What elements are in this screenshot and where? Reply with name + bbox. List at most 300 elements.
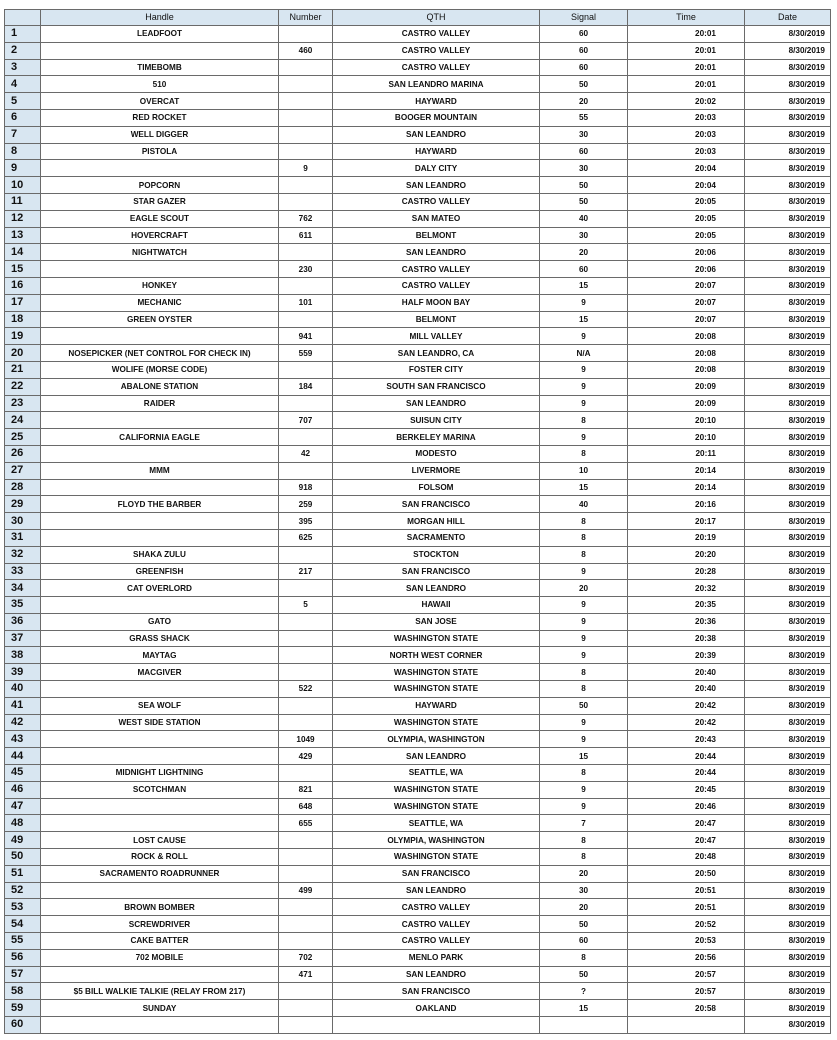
number-cell xyxy=(279,849,333,866)
handle-cell: LEADFOOT xyxy=(41,26,279,43)
signal-cell: 15 xyxy=(540,311,628,328)
time-cell: 20:42 xyxy=(628,714,745,731)
row-index-cell: 45 xyxy=(5,765,41,782)
signal-cell: ? xyxy=(540,983,628,1000)
table-row xyxy=(5,681,831,698)
number-cell xyxy=(279,1017,333,1034)
time-cell: 20:40 xyxy=(628,681,745,698)
date-cell: 8/30/2019 xyxy=(745,59,831,76)
number-cell xyxy=(279,832,333,849)
handle-cell: GRASS SHACK xyxy=(41,630,279,647)
time-cell: 20:14 xyxy=(628,479,745,496)
handle-cell: HOVERCRAFT xyxy=(41,227,279,244)
date-cell: 8/30/2019 xyxy=(745,26,831,43)
table-row xyxy=(5,1000,831,1017)
date-cell: 8/30/2019 xyxy=(745,798,831,815)
signal-cell: 60 xyxy=(540,261,628,278)
signal-cell: 30 xyxy=(540,160,628,177)
number-cell: 9 xyxy=(279,160,333,177)
handle-cell xyxy=(41,445,279,462)
date-cell: 8/30/2019 xyxy=(745,496,831,513)
qth-cell: WASHINGTON STATE xyxy=(333,798,540,815)
row-index-cell: 34 xyxy=(5,580,41,597)
date-cell: 8/30/2019 xyxy=(745,983,831,1000)
date-cell: 8/30/2019 xyxy=(745,882,831,899)
qth-cell: STOCKTON xyxy=(333,546,540,563)
handle-cell: MIDNIGHT LIGHTNING xyxy=(41,765,279,782)
signal-cell: 20 xyxy=(540,865,628,882)
number-cell xyxy=(279,177,333,194)
handle-cell: FLOYD THE BARBER xyxy=(41,496,279,513)
date-cell: 8/30/2019 xyxy=(745,177,831,194)
time-cell: 20:01 xyxy=(628,42,745,59)
signal-cell: 8 xyxy=(540,765,628,782)
handle-cell: NOSEPICKER (NET CONTROL FOR CHECK IN) xyxy=(41,345,279,362)
table-row xyxy=(5,210,831,227)
signal-cell: 8 xyxy=(540,546,628,563)
time-cell: 20:50 xyxy=(628,865,745,882)
table-row xyxy=(5,647,831,664)
signal-cell: 9 xyxy=(540,378,628,395)
number-cell: 217 xyxy=(279,563,333,580)
qth-cell: WASHINGTON STATE xyxy=(333,681,540,698)
date-cell: 8/30/2019 xyxy=(745,563,831,580)
number-cell: 101 xyxy=(279,294,333,311)
handle-cell: NIGHTWATCH xyxy=(41,244,279,261)
number-cell xyxy=(279,361,333,378)
time-cell: 20:08 xyxy=(628,345,745,362)
handle-cell xyxy=(41,882,279,899)
time-cell: 20:02 xyxy=(628,93,745,110)
time-cell: 20:35 xyxy=(628,597,745,614)
date-cell: 8/30/2019 xyxy=(745,630,831,647)
qth-cell: MORGAN HILL xyxy=(333,513,540,530)
qth-cell: SEATTLE, WA xyxy=(333,815,540,832)
signal-cell: 20 xyxy=(540,899,628,916)
time-cell: 20:38 xyxy=(628,630,745,647)
qth-cell: SAN LEANDRO xyxy=(333,395,540,412)
handle-cell: $5 BILL WALKIE TALKIE (RELAY FROM 217) xyxy=(41,983,279,1000)
row-index-cell: 17 xyxy=(5,294,41,311)
qth-cell: HALF MOON BAY xyxy=(333,294,540,311)
signal-cell: 9 xyxy=(540,731,628,748)
time-cell: 20:03 xyxy=(628,126,745,143)
time-cell: 20:01 xyxy=(628,26,745,43)
time-cell: 20:05 xyxy=(628,193,745,210)
date-cell: 8/30/2019 xyxy=(745,345,831,362)
date-cell: 8/30/2019 xyxy=(745,311,831,328)
table-row xyxy=(5,277,831,294)
handle-cell: OVERCAT xyxy=(41,93,279,110)
qth-cell: BELMONT xyxy=(333,311,540,328)
number-cell xyxy=(279,462,333,479)
date-cell: 8/30/2019 xyxy=(745,546,831,563)
table-row xyxy=(5,395,831,412)
signal-cell: 9 xyxy=(540,563,628,580)
table-row xyxy=(5,227,831,244)
date-cell: 8/30/2019 xyxy=(745,93,831,110)
qth-cell: CASTRO VALLEY xyxy=(333,277,540,294)
table-row xyxy=(5,378,831,395)
signal-cell: 50 xyxy=(540,966,628,983)
qth-cell: SAN LEANDRO xyxy=(333,126,540,143)
qth-cell: SAN LEANDRO xyxy=(333,882,540,899)
time-cell: 20:19 xyxy=(628,529,745,546)
handle-cell: PISTOLA xyxy=(41,143,279,160)
date-cell: 8/30/2019 xyxy=(745,361,831,378)
table-row xyxy=(5,345,831,362)
number-cell: 559 xyxy=(279,345,333,362)
date-cell: 8/30/2019 xyxy=(745,395,831,412)
time-cell: 20:48 xyxy=(628,849,745,866)
qth-cell: SAN LEANDRO xyxy=(333,177,540,194)
date-cell: 8/30/2019 xyxy=(745,210,831,227)
qth-cell: WASHINGTON STATE xyxy=(333,849,540,866)
number-cell xyxy=(279,765,333,782)
table-row xyxy=(5,916,831,933)
table-row xyxy=(5,429,831,446)
qth-cell: OLYMPIA, WASHINGTON xyxy=(333,832,540,849)
number-cell: 918 xyxy=(279,479,333,496)
handle-cell: HONKEY xyxy=(41,277,279,294)
number-cell xyxy=(279,76,333,93)
date-cell: 8/30/2019 xyxy=(745,513,831,530)
number-cell xyxy=(279,916,333,933)
date-cell: 8/30/2019 xyxy=(745,899,831,916)
time-cell: 20:03 xyxy=(628,143,745,160)
table-row xyxy=(5,177,831,194)
handle-cell: MAYTAG xyxy=(41,647,279,664)
row-index-cell: 49 xyxy=(5,832,41,849)
signal-cell: 15 xyxy=(540,479,628,496)
row-index-cell: 10 xyxy=(5,177,41,194)
signal-cell: 60 xyxy=(540,143,628,160)
row-index-cell: 30 xyxy=(5,513,41,530)
handle-cell: TIMEBOMB xyxy=(41,59,279,76)
number-cell: 522 xyxy=(279,681,333,698)
signal-cell: 40 xyxy=(540,210,628,227)
number-cell xyxy=(279,664,333,681)
qth-cell: SAN LEANDRO xyxy=(333,244,540,261)
table-row xyxy=(5,781,831,798)
check-in-table xyxy=(4,9,831,1034)
handle-cell xyxy=(41,681,279,698)
table-row xyxy=(5,933,831,950)
signal-cell: 9 xyxy=(540,294,628,311)
handle-cell: MMM xyxy=(41,462,279,479)
time-cell: 20:11 xyxy=(628,445,745,462)
row-index-cell: 21 xyxy=(5,361,41,378)
qth-cell: CASTRO VALLEY xyxy=(333,193,540,210)
row-index-cell: 6 xyxy=(5,109,41,126)
row-index-cell: 18 xyxy=(5,311,41,328)
time-cell: 20:08 xyxy=(628,328,745,345)
signal-cell: 8 xyxy=(540,681,628,698)
signal-cell: 15 xyxy=(540,1000,628,1017)
qth-cell: SAN LEANDRO xyxy=(333,966,540,983)
time-cell: 20:03 xyxy=(628,109,745,126)
date-cell: 8/30/2019 xyxy=(745,916,831,933)
handle-cell: MACGIVER xyxy=(41,664,279,681)
qth-cell: CASTRO VALLEY xyxy=(333,42,540,59)
header-date: Date xyxy=(745,10,831,26)
number-cell xyxy=(279,647,333,664)
table-row xyxy=(5,899,831,916)
signal-cell: 9 xyxy=(540,613,628,630)
signal-cell: 50 xyxy=(540,916,628,933)
number-cell xyxy=(279,59,333,76)
row-index-cell: 41 xyxy=(5,697,41,714)
signal-cell: 9 xyxy=(540,361,628,378)
date-cell: 8/30/2019 xyxy=(745,160,831,177)
time-cell: 20:57 xyxy=(628,966,745,983)
number-cell xyxy=(279,277,333,294)
date-cell: 8/30/2019 xyxy=(745,664,831,681)
table-row xyxy=(5,193,831,210)
row-index-cell: 51 xyxy=(5,865,41,882)
date-cell: 8/30/2019 xyxy=(745,277,831,294)
row-index-cell: 31 xyxy=(5,529,41,546)
signal-cell: 9 xyxy=(540,781,628,798)
time-cell: 20:04 xyxy=(628,177,745,194)
table-row xyxy=(5,748,831,765)
time-cell: 20:16 xyxy=(628,496,745,513)
number-cell: 707 xyxy=(279,412,333,429)
signal-cell: 9 xyxy=(540,630,628,647)
qth-cell: SUISUN CITY xyxy=(333,412,540,429)
handle-cell: SACRAMENTO ROADRUNNER xyxy=(41,865,279,882)
row-index-cell: 7 xyxy=(5,126,41,143)
time-cell: 20:40 xyxy=(628,664,745,681)
signal-cell: 10 xyxy=(540,462,628,479)
row-index-cell: 44 xyxy=(5,748,41,765)
table-row xyxy=(5,815,831,832)
row-index-cell: 24 xyxy=(5,412,41,429)
handle-cell: BROWN BOMBER xyxy=(41,899,279,916)
signal-cell: N/A xyxy=(540,345,628,362)
date-cell: 8/30/2019 xyxy=(745,109,831,126)
time-cell: 20:44 xyxy=(628,748,745,765)
table-row xyxy=(5,143,831,160)
qth-cell: BERKELEY MARINA xyxy=(333,429,540,446)
date-cell: 8/30/2019 xyxy=(745,580,831,597)
date-cell: 8/30/2019 xyxy=(745,781,831,798)
header-handle: Handle xyxy=(41,10,279,26)
number-cell xyxy=(279,899,333,916)
time-cell: 20:20 xyxy=(628,546,745,563)
header-qth: QTH xyxy=(333,10,540,26)
qth-cell: SAN JOSE xyxy=(333,613,540,630)
time-cell: 20:52 xyxy=(628,916,745,933)
signal-cell: 8 xyxy=(540,949,628,966)
number-cell: 702 xyxy=(279,949,333,966)
time-cell xyxy=(628,1017,745,1034)
qth-cell: DALY CITY xyxy=(333,160,540,177)
date-cell: 8/30/2019 xyxy=(745,378,831,395)
handle-cell: SUNDAY xyxy=(41,1000,279,1017)
qth-cell: FOSTER CITY xyxy=(333,361,540,378)
date-cell: 8/30/2019 xyxy=(745,966,831,983)
date-cell: 8/30/2019 xyxy=(745,1017,831,1034)
handle-cell: STAR GAZER xyxy=(41,193,279,210)
date-cell: 8/30/2019 xyxy=(745,765,831,782)
date-cell: 8/30/2019 xyxy=(745,244,831,261)
signal-cell xyxy=(540,1017,628,1034)
handle-cell: ABALONE STATION xyxy=(41,378,279,395)
table-row xyxy=(5,462,831,479)
time-cell: 20:32 xyxy=(628,580,745,597)
header-number: Number xyxy=(279,10,333,26)
table-row xyxy=(5,311,831,328)
date-cell: 8/30/2019 xyxy=(745,429,831,446)
handle-cell: SEA WOLF xyxy=(41,697,279,714)
time-cell: 20:07 xyxy=(628,294,745,311)
qth-cell: SAN LEANDRO xyxy=(333,748,540,765)
handle-cell xyxy=(41,513,279,530)
row-index-cell: 27 xyxy=(5,462,41,479)
signal-cell: 60 xyxy=(540,59,628,76)
row-index-cell: 11 xyxy=(5,193,41,210)
date-cell: 8/30/2019 xyxy=(745,832,831,849)
time-cell: 20:14 xyxy=(628,462,745,479)
handle-cell: RED ROCKET xyxy=(41,109,279,126)
row-index-cell: 46 xyxy=(5,781,41,798)
handle-cell xyxy=(41,798,279,815)
time-cell: 20:46 xyxy=(628,798,745,815)
signal-cell: 50 xyxy=(540,76,628,93)
table-row xyxy=(5,597,831,614)
qth-cell: LIVERMORE xyxy=(333,462,540,479)
row-index-cell: 37 xyxy=(5,630,41,647)
number-cell xyxy=(279,580,333,597)
row-index-cell: 8 xyxy=(5,143,41,160)
date-cell: 8/30/2019 xyxy=(745,462,831,479)
signal-cell: 20 xyxy=(540,244,628,261)
table-row xyxy=(5,126,831,143)
number-cell xyxy=(279,697,333,714)
number-cell xyxy=(279,395,333,412)
date-cell: 8/30/2019 xyxy=(745,731,831,748)
row-index-cell: 3 xyxy=(5,59,41,76)
qth-cell: CASTRO VALLEY xyxy=(333,59,540,76)
handle-cell: SCOTCHMAN xyxy=(41,781,279,798)
number-cell: 941 xyxy=(279,328,333,345)
row-index-cell: 48 xyxy=(5,815,41,832)
qth-cell: SAN FRANCISCO xyxy=(333,496,540,513)
qth-cell: SAN FRANCISCO xyxy=(333,865,540,882)
date-cell: 8/30/2019 xyxy=(745,949,831,966)
qth-cell: CASTRO VALLEY xyxy=(333,26,540,43)
table-row xyxy=(5,798,831,815)
signal-cell: 30 xyxy=(540,126,628,143)
date-cell: 8/30/2019 xyxy=(745,815,831,832)
date-cell: 8/30/2019 xyxy=(745,529,831,546)
header-signal: Signal xyxy=(540,10,628,26)
number-cell xyxy=(279,311,333,328)
row-index-cell: 9 xyxy=(5,160,41,177)
row-index-cell: 15 xyxy=(5,261,41,278)
qth-cell: SAN FRANCISCO xyxy=(333,983,540,1000)
time-cell: 20:01 xyxy=(628,59,745,76)
row-index-cell: 14 xyxy=(5,244,41,261)
time-cell: 20:06 xyxy=(628,244,745,261)
handle-cell: EAGLE SCOUT xyxy=(41,210,279,227)
date-cell: 8/30/2019 xyxy=(745,294,831,311)
number-cell xyxy=(279,546,333,563)
row-index-cell: 19 xyxy=(5,328,41,345)
table-row xyxy=(5,445,831,462)
row-index-cell: 50 xyxy=(5,849,41,866)
signal-cell: 8 xyxy=(540,849,628,866)
qth-cell: WASHINGTON STATE xyxy=(333,714,540,731)
table-row xyxy=(5,513,831,530)
table-row xyxy=(5,76,831,93)
time-cell: 20:09 xyxy=(628,395,745,412)
number-cell: 655 xyxy=(279,815,333,832)
signal-cell: 8 xyxy=(540,832,628,849)
signal-cell: 15 xyxy=(540,748,628,765)
table-row xyxy=(5,630,831,647)
number-cell xyxy=(279,865,333,882)
row-index-cell: 38 xyxy=(5,647,41,664)
table-row xyxy=(5,1017,831,1034)
time-cell: 20:28 xyxy=(628,563,745,580)
handle-cell xyxy=(41,42,279,59)
number-cell: 821 xyxy=(279,781,333,798)
table-row xyxy=(5,244,831,261)
number-cell xyxy=(279,429,333,446)
qth-cell: CASTRO VALLEY xyxy=(333,933,540,950)
handle-cell: CAT OVERLORD xyxy=(41,580,279,597)
row-index-cell: 56 xyxy=(5,949,41,966)
signal-cell: 20 xyxy=(540,93,628,110)
qth-cell: OLYMPIA, WASHINGTON xyxy=(333,731,540,748)
table-row xyxy=(5,412,831,429)
handle-cell xyxy=(41,412,279,429)
time-cell: 20:04 xyxy=(628,160,745,177)
time-cell: 20:10 xyxy=(628,412,745,429)
handle-cell: 702 MOBILE xyxy=(41,949,279,966)
number-cell xyxy=(279,93,333,110)
date-cell: 8/30/2019 xyxy=(745,412,831,429)
handle-cell: SHAKA ZULU xyxy=(41,546,279,563)
table-row xyxy=(5,109,831,126)
signal-cell: 15 xyxy=(540,277,628,294)
qth-cell: SACRAMENTO xyxy=(333,529,540,546)
table-row xyxy=(5,697,831,714)
qth-cell: SAN MATEO xyxy=(333,210,540,227)
time-cell: 20:47 xyxy=(628,832,745,849)
signal-cell: 60 xyxy=(540,26,628,43)
time-cell: 20:39 xyxy=(628,647,745,664)
signal-cell: 8 xyxy=(540,412,628,429)
row-index-cell: 40 xyxy=(5,681,41,698)
date-cell: 8/30/2019 xyxy=(745,42,831,59)
number-cell xyxy=(279,126,333,143)
date-cell: 8/30/2019 xyxy=(745,227,831,244)
qth-cell: CASTRO VALLEY xyxy=(333,261,540,278)
table-row xyxy=(5,865,831,882)
table-row xyxy=(5,580,831,597)
row-index-cell: 52 xyxy=(5,882,41,899)
handle-cell: GREENFISH xyxy=(41,563,279,580)
handle-cell: MECHANIC xyxy=(41,294,279,311)
handle-cell: GREEN OYSTER xyxy=(41,311,279,328)
time-cell: 20:36 xyxy=(628,613,745,630)
signal-cell: 9 xyxy=(540,714,628,731)
time-cell: 20:53 xyxy=(628,933,745,950)
signal-cell: 8 xyxy=(540,664,628,681)
